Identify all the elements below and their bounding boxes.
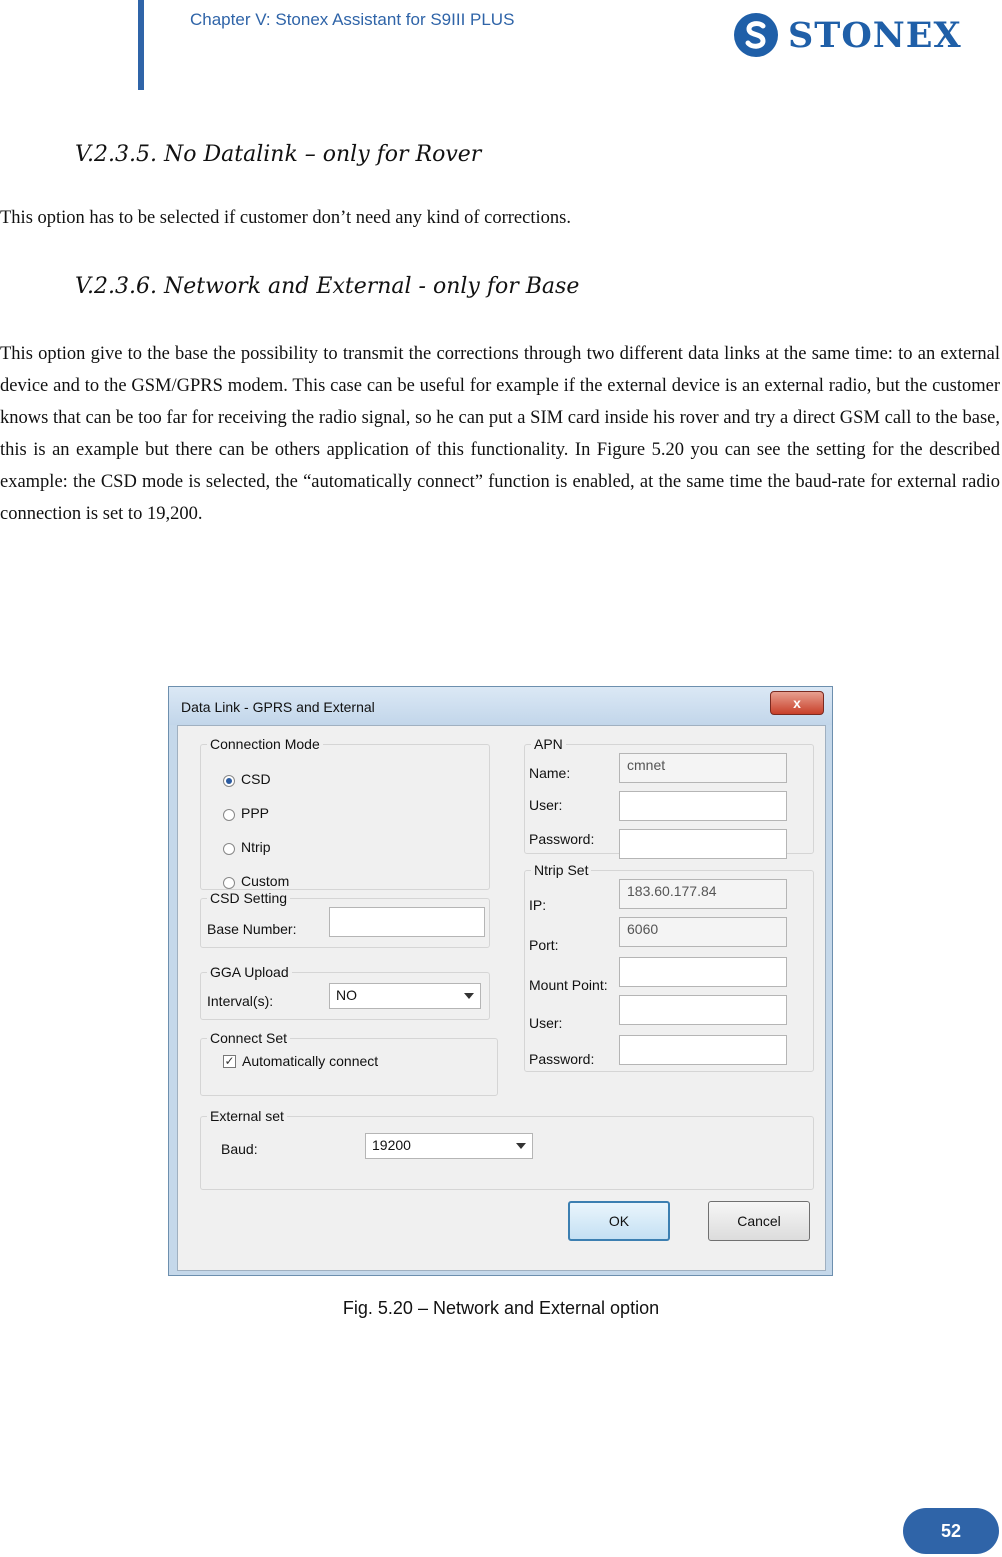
connect-set-legend: Connect Set (207, 1030, 290, 1046)
stonex-logo-icon (732, 11, 780, 59)
paragraph-no-datalink: This option has to be selected if customer don’t need any kind of corrections. (0, 208, 571, 228)
close-button[interactable]: x (770, 691, 824, 715)
gga-upload-group (200, 964, 490, 1020)
radio-ntrip[interactable] (223, 843, 235, 855)
radio-csd-label: CSD (241, 771, 271, 787)
apn-name-input[interactable]: cmnet (619, 753, 787, 783)
figure-caption: Fig. 5.20 – Network and External option (342, 1298, 660, 1318)
external-set-group (200, 1108, 814, 1190)
ntrip-password-label: Password: (529, 1051, 595, 1067)
ntrip-ip-input[interactable]: 183.60.177.84 (619, 879, 787, 909)
auto-connect-label: Automatically connect (242, 1053, 379, 1069)
radio-ntrip-label: Ntrip (241, 839, 271, 855)
page-number: 52 (903, 1508, 999, 1554)
ntrip-password-input[interactable] (619, 1035, 787, 1065)
base-number-input[interactable] (329, 907, 485, 937)
baud-select[interactable] (365, 1133, 533, 1159)
external-set-legend: External set (207, 1108, 287, 1124)
ntrip-user-label: User: (529, 1015, 563, 1031)
logo-text: STONEX (788, 14, 962, 56)
connection-mode-group (200, 736, 490, 890)
dialog-titlebar (169, 687, 832, 725)
apn-password-label: Password: (529, 831, 595, 847)
radio-ppp-label: PPP (241, 805, 270, 821)
chevron-down-icon (464, 993, 474, 999)
csd-setting-group (200, 890, 490, 948)
ntrip-mount-point-input[interactable] (619, 957, 787, 987)
stonex-logo (732, 10, 962, 60)
ntrip-user-input[interactable] (619, 995, 787, 1025)
apn-password-input[interactable] (619, 829, 787, 859)
ntrip-ip-label: IP: (529, 897, 547, 913)
section-heading-no-datalink: V.2.3.5. No Datalink – only for Rover (75, 142, 482, 167)
dialog-title: Data Link - GPRS and External (181, 699, 375, 715)
auto-connect-checkbox[interactable]: ✓ (224, 1054, 235, 1068)
ntrip-port-label: Port: (529, 937, 559, 953)
baud-label: Baud: (221, 1141, 258, 1157)
apn-name-label: Name: (529, 765, 571, 781)
interval-label: Interval(s): (207, 993, 274, 1009)
radio-custom[interactable] (223, 877, 235, 889)
apn-legend: APN (531, 736, 566, 752)
gga-upload-legend: GGA Upload (207, 964, 292, 980)
paragraph-network-external: This option give to the base the possibility to transmit the corrections through two different data links at the same time: to an external device and to the GSM/GPRS modem. This case can be useful for example if the external device is an external radio, but the customer knows that can be too far for receiving the radio signal, so he can put a SIM card inside his rover and try a direct GSM call to the base, this is an example but there can be others application of this functionality. In Figure 5.20 you can see the setting for the described example: the CSD mode is selected, the “automatically connect” function is enabled, at the same time the baud-rate for external radio connection is set to 19,200. (0, 344, 1000, 524)
ntrip-mount-point-label: Mount Point: (529, 977, 608, 993)
dialog-client-area (177, 725, 826, 1271)
ntrip-set-legend: Ntrip Set (531, 862, 591, 878)
chapter-title: Chapter V: Stonex Assistant for S9III PLUS (190, 10, 515, 29)
connection-mode-legend: Connection Mode (207, 736, 323, 752)
ntrip-port-input[interactable]: 6060 (619, 917, 787, 947)
data-link-dialog (168, 686, 833, 1276)
ok-button[interactable]: OK (568, 1201, 670, 1241)
base-number-label: Base Number: (207, 921, 297, 937)
header-accent-bar (138, 0, 144, 90)
interval-value: NO (336, 987, 357, 1003)
apn-group (524, 736, 814, 854)
radio-csd[interactable] (223, 775, 235, 787)
connect-set-group (200, 1030, 498, 1096)
section-heading-network-external: V.2.3.6. Network and External - only for Base (75, 274, 580, 299)
csd-setting-legend: CSD Setting (207, 890, 290, 906)
apn-user-label: User: (529, 797, 563, 813)
radio-custom-label: Custom (241, 873, 290, 889)
chevron-down-icon (516, 1143, 526, 1149)
radio-ppp[interactable] (223, 809, 235, 821)
interval-select[interactable] (329, 983, 481, 1009)
ntrip-set-group (524, 862, 814, 1072)
baud-value: 19200 (372, 1137, 411, 1153)
cancel-button[interactable]: Cancel (708, 1201, 810, 1241)
apn-user-input[interactable] (619, 791, 787, 821)
